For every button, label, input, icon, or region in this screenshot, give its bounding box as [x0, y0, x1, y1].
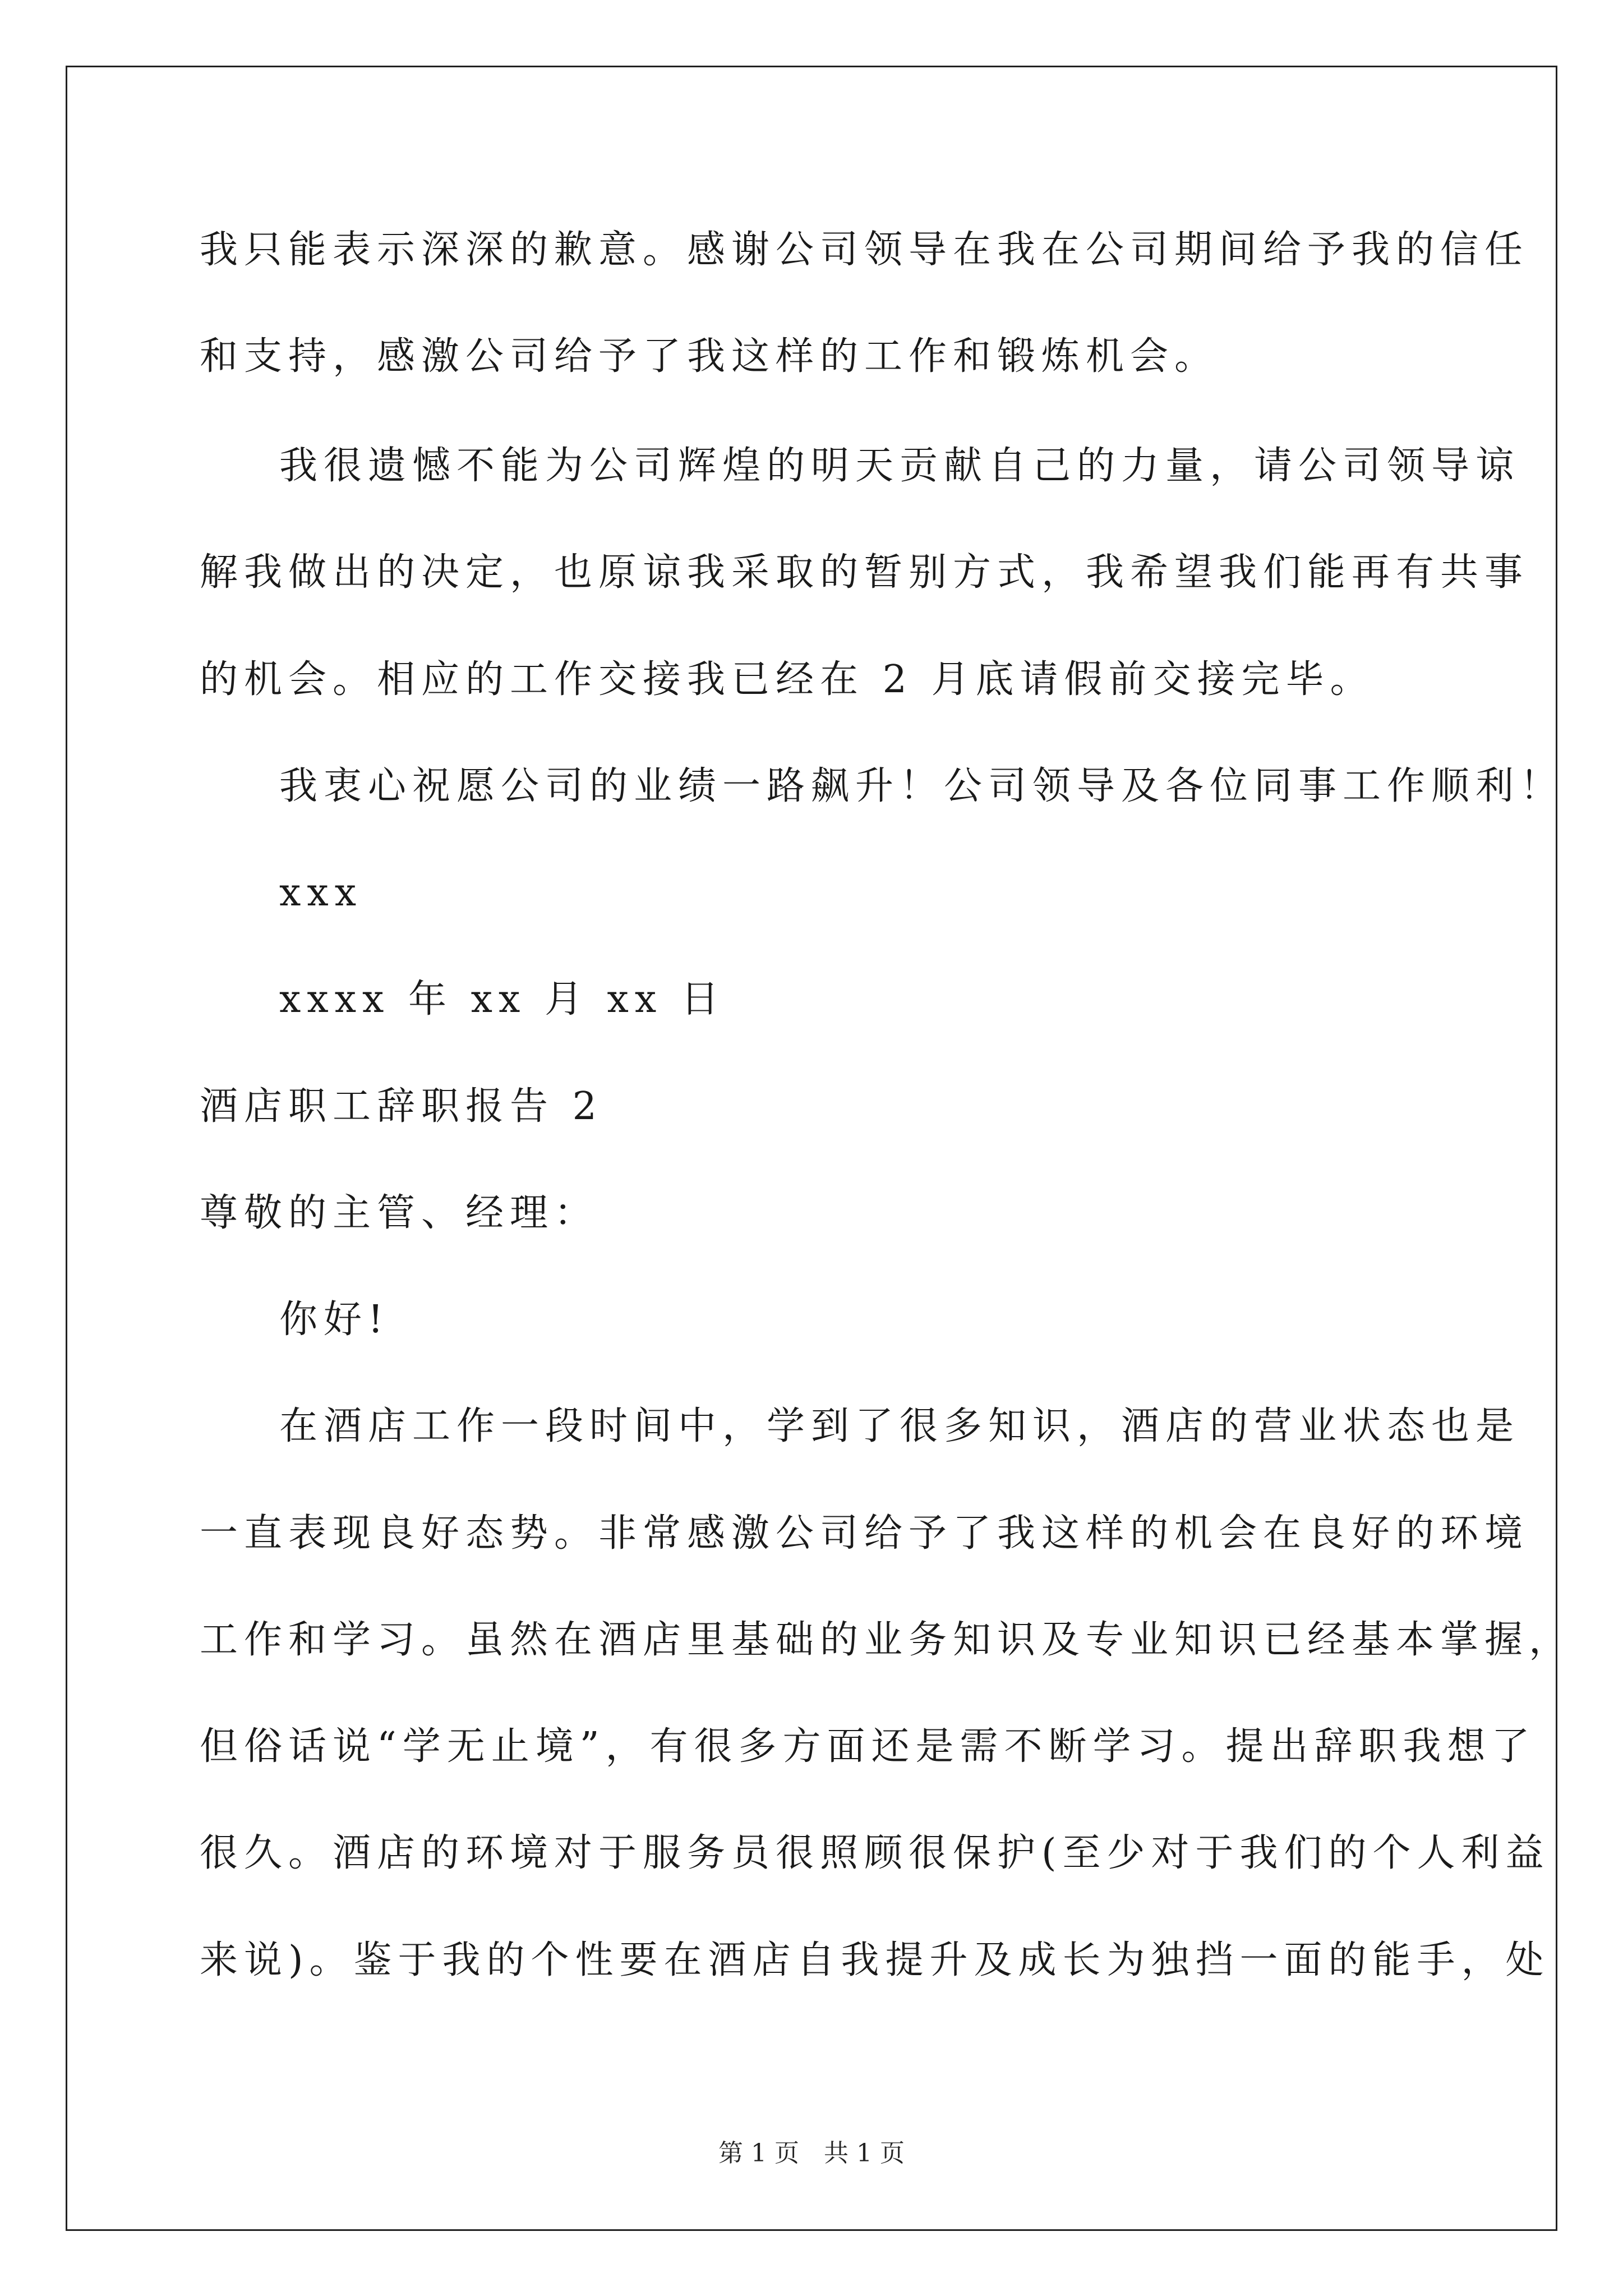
- body-line: 来说)。鉴于我的个性要在酒店自我提升及成长为独挡一面的能手，处: [200, 1938, 1550, 1982]
- body-line: 我衷心祝愿公司的业绩一路飙升！公司领导及各位同事工作顺利！: [279, 764, 1565, 808]
- salutation: 尊敬的主管、经理：: [200, 1191, 599, 1235]
- body-line: 很久。酒店的环境对于服务员很照顾很保护(至少对于我们的个人利益: [200, 1831, 1550, 1875]
- signature-name: xxx: [279, 871, 363, 915]
- body-line: 在酒店工作一段时间中，学到了很多知识，酒店的营业状态也是: [279, 1404, 1520, 1448]
- page-border: [66, 66, 1557, 2231]
- section-title: 酒店职工辞职报告 2: [200, 1084, 603, 1129]
- body-line: 解我做出的决定，也原谅我采取的暂别方式，我希望我们能再有共事: [200, 550, 1529, 595]
- greeting: 你好!: [279, 1297, 390, 1342]
- body-line: 但俗话说“学无止境”，有很多方面还是需不断学习。提出辞职我想了: [200, 1724, 1536, 1769]
- body-line: 工作和学习。虽然在酒店里基础的业务知识及专业知识已经基本掌握，: [200, 1618, 1574, 1662]
- signature-date: xxxx 年 xx 月 xx 日: [279, 977, 725, 1022]
- page-number: 第 1 页 共 1 页: [718, 2139, 905, 2168]
- body-line: 和支持，感激公司给予了我这样的工作和锻炼机会。: [200, 334, 1219, 379]
- page-footer: [0, 2141, 1623, 2166]
- body-line: 我很遗憾不能为公司辉煌的明天贡献自己的力量，请公司领导谅: [279, 444, 1520, 488]
- body-line: 一直表现良好态势。非常感激公司给予了我这样的机会在良好的环境: [200, 1511, 1529, 1556]
- body-line: 我只能表示深深的歉意。感谢公司领导在我在公司期间给予我的信任: [200, 228, 1529, 272]
- body-line: 的机会。相应的工作交接我已经在 2 月底请假前交接完毕。: [200, 657, 1375, 702]
